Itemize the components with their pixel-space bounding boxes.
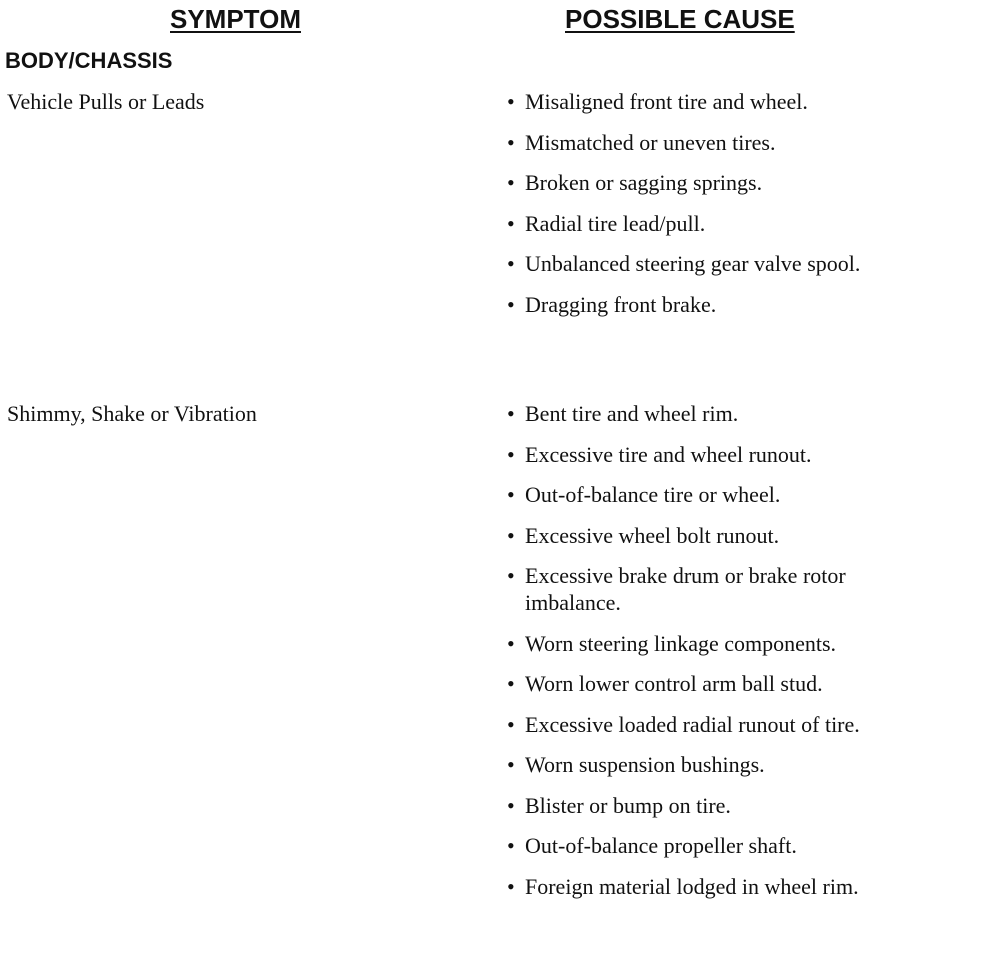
cause-item: [505, 711, 925, 738]
cause-text: Misaligned front tire and wheel.: [525, 89, 808, 114]
cause-item: [505, 670, 925, 697]
cause-text: Unbalanced steering gear valve spool.: [525, 251, 861, 276]
cause-text: Mismatched or uneven tires.: [525, 129, 776, 155]
cause-item: [505, 400, 925, 427]
cause-item: [505, 751, 925, 778]
bullet-icon: •: [507, 563, 515, 588]
cause-text: Excessive brake drum or brake rotor imbalance.: [525, 563, 846, 615]
symptom-label: Shimmy, Shake or Vibration: [7, 401, 257, 426]
cause-text: Blister or bump on tire.: [525, 792, 731, 818]
bullet-icon: •: [507, 251, 515, 276]
cause-list: [505, 88, 925, 331]
bullet-icon: •: [507, 522, 515, 548]
cause-text: Broken or sagging springs.: [525, 170, 763, 195]
cause-item: [505, 291, 925, 318]
cause-text: Excessive wheel bolt runout.: [525, 522, 780, 548]
cause-text: Dragging front brake.: [525, 291, 717, 317]
bullet-icon: •: [507, 441, 515, 467]
cause-item: [505, 169, 925, 196]
bullet-icon: •: [507, 873, 515, 899]
possible-cause-column-header: POSSIBLE CAUSE: [565, 4, 795, 34]
bullet-icon: •: [507, 792, 515, 818]
bullet-icon: •: [507, 210, 515, 236]
cause-text: Out-of-balance tire or wheel.: [525, 482, 781, 507]
cause-item: [505, 250, 925, 277]
bullet-icon: •: [507, 89, 515, 114]
bullet-icon: •: [507, 630, 515, 656]
cause-item: [505, 441, 925, 468]
bullet-icon: •: [507, 170, 515, 195]
bullet-icon: •: [507, 129, 515, 155]
cause-item: [505, 562, 925, 616]
cause-text: Worn suspension bushings.: [525, 752, 765, 777]
cause-item: [505, 481, 925, 508]
cause-text: Radial tire lead/pull.: [525, 210, 706, 236]
bullet-icon: •: [507, 671, 515, 696]
cause-item: [505, 88, 925, 115]
cause-item: [505, 630, 925, 657]
bullet-icon: •: [507, 752, 515, 777]
symptom-column-header: SYMPTOM: [170, 4, 301, 34]
bullet-icon: •: [507, 482, 515, 507]
cause-item: [505, 129, 925, 156]
cause-text: Foreign material lodged in wheel rim.: [525, 873, 859, 899]
cause-text: Excessive tire and wheel runout.: [525, 441, 812, 467]
bullet-icon: •: [507, 711, 515, 737]
cause-text: Excessive loaded radial runout of tire.: [525, 711, 860, 737]
bullet-icon: •: [507, 833, 515, 858]
cause-item: [505, 522, 925, 549]
cause-text: Worn steering linkage components.: [525, 630, 837, 656]
cause-item: [505, 873, 925, 900]
cause-text: Out-of-balance propeller shaft.: [525, 833, 797, 858]
cause-item: [505, 832, 925, 859]
bullet-icon: •: [507, 401, 515, 426]
cause-item: [505, 792, 925, 819]
bullet-icon: •: [507, 291, 515, 317]
cause-text: Bent tire and wheel rim.: [525, 401, 739, 426]
symptom-label: Vehicle Pulls or Leads: [7, 89, 205, 114]
cause-item: [505, 210, 925, 237]
cause-text: Worn lower control arm ball stud.: [525, 671, 823, 696]
section-heading: BODY/CHASSIS: [5, 48, 173, 73]
cause-list: [505, 400, 925, 913]
